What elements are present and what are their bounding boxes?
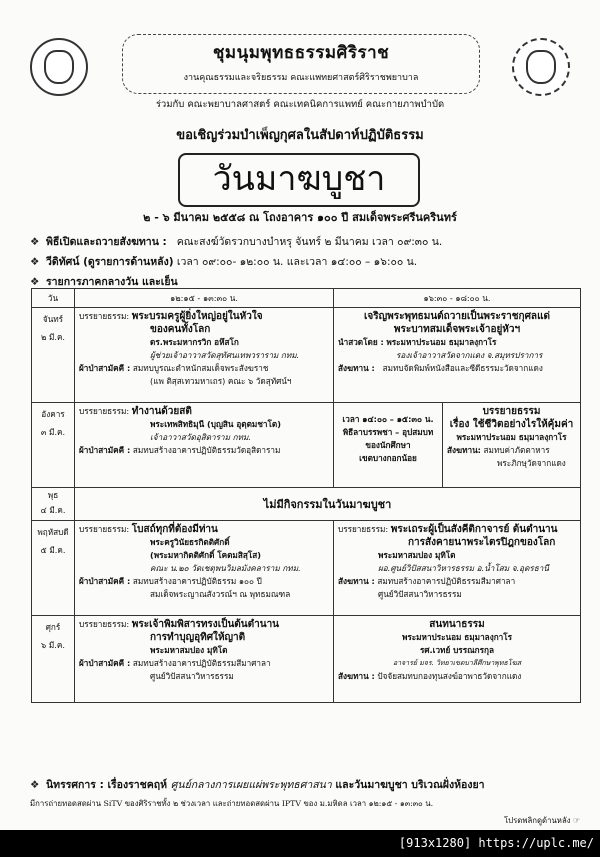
lecture-topic: โบสถ์ทุกที่ต้องมีท่าน <box>131 524 218 535</box>
bullet-value: เวลา ๐๙:๐๐- ๑๒:๐๐ น. และเวลา ๑๔:๐๐ – ๑๖:๐๐ น. <box>176 256 418 268</box>
day-date: ๔ มี.ค. <box>40 505 66 515</box>
siriraj-faculty-logo-icon <box>30 38 88 96</box>
lead-label: นำสวดโดย : <box>338 337 384 347</box>
sangha-text: ปัจจัยสมทบกองทุนสงฆ์อาพาธวัดจากแดง <box>377 671 522 681</box>
header-day: วัน <box>32 289 75 308</box>
bullet-opening-ceremony <box>30 232 442 252</box>
day-cell <box>32 403 75 488</box>
donation-text: ศูนย์วิปัสสนาวิหารธรรม <box>150 671 234 681</box>
day-cell <box>32 488 75 521</box>
donation-text: สมทบสร้างอาคารปฏิบัติธรรมสีมาศาลา <box>132 658 271 668</box>
evening-title: บรรยายธรรม <box>482 406 541 417</box>
day-name: พุธ <box>47 490 59 500</box>
day-cell <box>32 521 75 616</box>
bullet-video <box>30 252 442 272</box>
exhibit-rest: และวันมาฆบูชา บริเวณฝั่งห้องยา <box>335 779 485 791</box>
exhibit-italic: ศูนย์กลางการเผยแผ่พระพุทธศาสนา <box>170 779 332 791</box>
day-cell <box>32 308 75 403</box>
invitation-heading: ขอเชิญร่วมบำเพ็ญกุศลในสัปดาห์ปฏิบัติธรรม <box>176 128 424 143</box>
speaker-name: รศ.เวทย์ บรรณกรกุล <box>419 645 495 655</box>
ordination-time: เวลา ๑๔:๐๐ – ๑๕:๓๐ น. <box>342 414 434 424</box>
broadcast-note: มีการถ่ายทอดสดผ่าน SiTV ของศิริราชทั้ง ๒ ช่วงเวลา และถ่ายทอดสดผ่าน IPTV ของ ม.มหิดล เวลา ๑๒:๑๕ - ๑๓:๓๐ น. <box>30 799 434 808</box>
diamond-bullet-icon: ❖ <box>30 256 40 268</box>
lecture-label: บรรยายธรรม: <box>79 406 130 416</box>
table-header-row <box>32 289 581 308</box>
day-date: ๒ มี.ค. <box>40 332 66 342</box>
speaker-name: (พระมหากิตติศักดิ์ โคตมสิสฺโส) <box>150 550 261 560</box>
midday-cell <box>75 403 334 488</box>
lecture-topic: พระบรมครูผู้ยิ่งใหญ่อยู่ในหัวใจ <box>131 311 263 322</box>
sangha-text: สมทบจัดพิมพ์หนังสือและซีดีธรรมะวัดจากแดง <box>382 363 543 373</box>
evening-cell <box>443 403 581 488</box>
lecture-label: บรรยายธรรม: <box>79 311 130 321</box>
sangha-label: สังฆทาน : <box>338 671 375 681</box>
sangha-text: สมทบค่าภัตตาหาร <box>483 445 550 455</box>
lecture-topic: การทำบุญอุทิศให้ญาติ <box>150 632 246 643</box>
day-date: ๓ มี.ค. <box>40 427 66 437</box>
no-activity-cell: ไม่มีกิจกรรมในวันมาฆบูชา <box>75 488 581 521</box>
sangha-label: สังฆทาน : <box>338 576 375 586</box>
speaker-role: เจ้าอาวาสวัดอุสิดาราม กทม. <box>150 432 251 442</box>
evening-cell <box>334 521 581 616</box>
lead-name: พระมหาประนอม ธมฺมาลงฺกาโร <box>386 337 497 347</box>
lecture-label: บรรยายธรรม: <box>79 619 130 629</box>
table-row-friday <box>32 616 581 703</box>
midday-cell <box>75 521 334 616</box>
lecture-topic: พระเถระผู้เป็นสังคีติกาจารย์ ต้นตำนาน <box>390 524 558 535</box>
bullet-label: พิธีเปิดและถวายสังฆทาน : <box>46 236 167 248</box>
org-subtitle: งานคุณธรรมและจริยธรรม คณะแพทยศาสตร์ศิริราชพยาบาล <box>183 73 419 83</box>
sangha-text: ศูนย์วิปัสสนาวิหารธรรม <box>378 589 462 599</box>
speaker-name: พระมหาสมปอง มุทิโต <box>378 550 456 560</box>
table-row-tuesday <box>32 403 581 488</box>
donation-text: สมทบสร้างอาคารปฏิบัติธรรม ๑๐๐ ปี <box>132 576 262 586</box>
diamond-bullet-icon: ❖ <box>30 276 40 288</box>
ordination-cell <box>334 403 443 488</box>
donation-label: ผ้าป่าสามัคคี : <box>79 576 131 586</box>
day-name: อังคาร <box>41 409 65 419</box>
lecture-topic: การสังคายนาพระไตรปิฎกของโลก <box>408 537 556 548</box>
evening-cell <box>334 616 581 703</box>
midday-cell <box>75 616 334 703</box>
bullet-list <box>30 232 442 292</box>
exhibition-note <box>30 776 485 793</box>
day-name: จันทร์ <box>42 314 64 324</box>
please-turn-over: โปรดพลิกดูด้านหลัง ☞ <box>503 816 580 825</box>
ordination-text: เขตบางกอกน้อย <box>359 453 417 463</box>
header-evening: ๑๖:๓๐ - ๑๘:๐๐ น. <box>334 289 581 308</box>
dates-venue: ๒ - ๖ มีนาคม ๒๕๕๘ ณ โถงอาคาร ๑๐๐ ปี สมเด็จพระศรีนครินทร์ <box>143 211 457 224</box>
diamond-bullet-icon: ❖ <box>30 779 40 791</box>
bullet-label: วีดิทัศน์ (ดูรายการด้านหลัง) <box>46 256 174 268</box>
header-midday: ๑๒:๑๕ - ๑๓:๓๐ น. <box>75 289 334 308</box>
lecture-label: บรรยายธรรม: <box>338 524 389 534</box>
speaker-role: อาจารย์ มจร. วิทยาเขตบาลีศึกษาพุทธโฆส <box>392 659 522 667</box>
table-row-monday <box>32 308 581 403</box>
speaker-role: คณะ น.๒๐ วัดเชตุพนวิมลมังคลาราม กทม. <box>150 563 301 573</box>
donation-label: ผ้าป่าสามัคคี : <box>79 658 131 668</box>
event-title: วันมาฆบูชา <box>212 159 386 199</box>
ordination-text: ของนักศึกษา <box>365 440 411 450</box>
partners-line: ร่วมกับ คณะพยาบาลศาสตร์ คณะเทคนิคการแพทย์ คณะกายภาพบำบัด <box>155 99 445 110</box>
lecture-topic: ของคนทั้งโลก <box>150 324 211 335</box>
speaker-role: ผอ.ศูนย์วิปัสสนาวิหารธรรม อ.น้ำโสม จ.อุดรธานี <box>378 563 550 573</box>
speaker-name: พระครูวินัยธรกิตติศักดิ์ <box>150 537 230 547</box>
table-row-thursday <box>32 521 581 616</box>
donation-text: สมทบบูรณะตำหนักสมเด็จพระสังฆราช <box>132 363 269 373</box>
exhibit-label: นิทรรศการ : เรื่องราชคฤห์ <box>46 779 168 791</box>
donation-label: ผ้าป่าสามัคคี : <box>79 363 131 373</box>
schedule-table <box>31 288 581 703</box>
evening-title: สนทนาธรรม <box>429 619 485 630</box>
day-date: ๖ มี.ค. <box>41 640 65 650</box>
sangha-text: พระภิกษุวัดจากแดง <box>497 458 566 468</box>
speaker-role: ผู้ช่วยเจ้าอาวาสวัดสุทัศนเทพวราราม กทม. <box>150 350 300 360</box>
evening-title: เรื่อง ใช้ชีวิตอย่างไรให้คุ้มค่า <box>449 419 574 430</box>
midday-cell <box>75 308 334 403</box>
bullet-value: คณะสงฆ์วัดรวกบางบำหรุ จันทร์ ๒ มีนาคม เวลา ๐๙:๓๐ น. <box>176 236 443 248</box>
speaker-name: พระมหาประนอม ธมฺมาลงฺกาโร <box>456 432 567 442</box>
header-box <box>122 34 480 94</box>
day-date: ๕ มี.ค. <box>40 545 66 555</box>
day-cell <box>32 616 75 703</box>
speaker-name: ดร.พระมหากรวิก อหึสโก <box>150 337 239 347</box>
evening-title: พระบาทสมเด็จพระเจ้าอยู่หัวฯ <box>393 324 521 335</box>
sangha-label: สังฆทาน : <box>338 363 375 373</box>
evening-title: เจริญพระพุทธมนต์ถวายเป็นพระราชกุศลแด่ <box>363 311 551 322</box>
lecture-topic: ทำงานด้วยสติ <box>131 406 192 417</box>
donation-text: สมทบสร้างอาคารปฏิบัติธรรมวัดอุสิดาราม <box>132 445 281 455</box>
day-name: ศุกร์ <box>45 622 61 632</box>
donation-label: ผ้าป่าสามัคคี : <box>79 445 131 455</box>
bullet-label: รายการภาคกลางวัน และเย็น <box>46 276 178 288</box>
image-watermark: [913x1280] https://uplc.me/ <box>398 836 594 850</box>
table-row-wednesday <box>32 488 581 521</box>
ordination-text: พิธีลาบรรพชา – อุปสมบท <box>342 427 434 437</box>
speaker-name: พระเทพสิทธิมุนี (บุญสิน อุตฺตมชาโต) <box>150 419 281 429</box>
donation-text: สมเด็จพระญาณสังวรณ์ฯ ณ พุทธมณฑล <box>150 589 291 599</box>
lead-role: รองเจ้าอาวาสวัดจากแดง จ.สมุทรปราการ <box>396 350 543 360</box>
evening-cell <box>334 308 581 403</box>
sangha-label: สังฆทาน: <box>447 445 481 455</box>
donation-text: (แพ ติสฺสเทวมหาเถร) คณะ ๖ วัดสุทัศน์ฯ <box>150 376 292 386</box>
buddhist-club-logo-icon <box>512 38 570 96</box>
lecture-topic: พระเจ้าพิมพิสารทรงเป็นต้นตำนาน <box>131 619 280 630</box>
sangha-text: สมทบสร้างอาคารปฏิบัติธรรมสีมาศาลา <box>377 576 516 586</box>
speaker-name: พระมหาประนอม ธมฺมาลงฺกาโร <box>401 632 513 642</box>
day-name: พฤหัสบดี <box>37 527 69 537</box>
diamond-bullet-icon: ❖ <box>30 236 40 248</box>
org-title: ชุมนุมพุทธธรรมศิริราช <box>212 43 390 63</box>
speaker-name: พระมหาสมปอง มุทิโต <box>150 645 228 655</box>
lecture-label: บรรยายธรรม: <box>79 524 130 534</box>
event-title-box <box>178 153 420 207</box>
